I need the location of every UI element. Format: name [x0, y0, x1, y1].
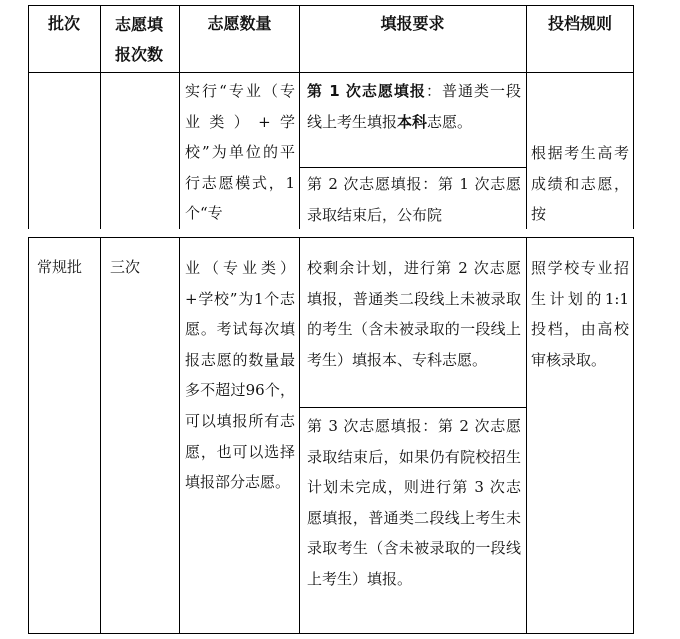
batch-cell: 常规批 — [37, 258, 83, 276]
rules-cell-top: 根据考生高考成绩和志愿，按 — [531, 144, 629, 224]
col-line-5 — [633, 5, 634, 634]
rule-page2-top — [28, 237, 634, 238]
col-line-1 — [100, 5, 101, 634]
header-rules: 投档规则 — [547, 14, 612, 33]
col-line-2 — [179, 5, 180, 634]
col-line-0 — [28, 5, 29, 634]
round2-cell-top: 第 2 次志愿填报：第 1 次志愿录取结束后，公布院 — [307, 175, 521, 224]
rule-round2-bottom — [300, 407, 526, 408]
round1-tail: 志愿。 — [427, 112, 473, 131]
count-cell-top: 实行“专业（专业类）+学校”为单位的平行志愿模式，1个“专 — [185, 82, 295, 223]
round1-body: ：普通类一段线上考生填报 — [307, 82, 521, 131]
header-batch: 批次 — [47, 14, 80, 33]
rule-top — [28, 5, 634, 6]
rounds-cell: 三次 — [110, 258, 141, 276]
round1-cell — [307, 76, 521, 137]
round1-bold: 本科 — [397, 112, 428, 131]
round1-label: 第 1 次志愿填报 — [307, 82, 426, 100]
rule-round1-bottom — [300, 167, 526, 168]
header-count: 志愿数量 — [207, 14, 272, 33]
rules-cell-bottom: 照学校专业招生计划的1:1投档，由高校审核录取。 — [531, 259, 629, 369]
count-cell-bottom: 业（专业类）+学校”为1个志愿。考试每次填报志愿的数量最多不超过96个，可以填报所有志愿，也可以选择填报部分志愿。 — [185, 259, 295, 492]
page-break-gap — [0, 229, 680, 237]
col-line-3 — [299, 5, 300, 634]
col-line-4 — [526, 5, 527, 634]
rule-header-bottom — [28, 72, 634, 73]
header-requirements: 填报要求 — [380, 14, 445, 33]
round3-cell: 第 3 次志愿填报：第 2 次志愿录取结束后，如果仍有院校招生计划未完成，则进行第 3 次志愿填报，普通类二段线上考生未录取考生（含未被录取的一段线上考生）填报。 — [307, 417, 521, 588]
rule-bottom — [28, 633, 634, 634]
round2-cell-bottom: 校剩余计划，进行第 2 次志愿填报，普通类二段线上未被录取的考生（含未被录取的一段线上考生）填报本、专科志愿。 — [307, 259, 521, 369]
header-rounds: 志愿填报次数 — [114, 15, 163, 64]
